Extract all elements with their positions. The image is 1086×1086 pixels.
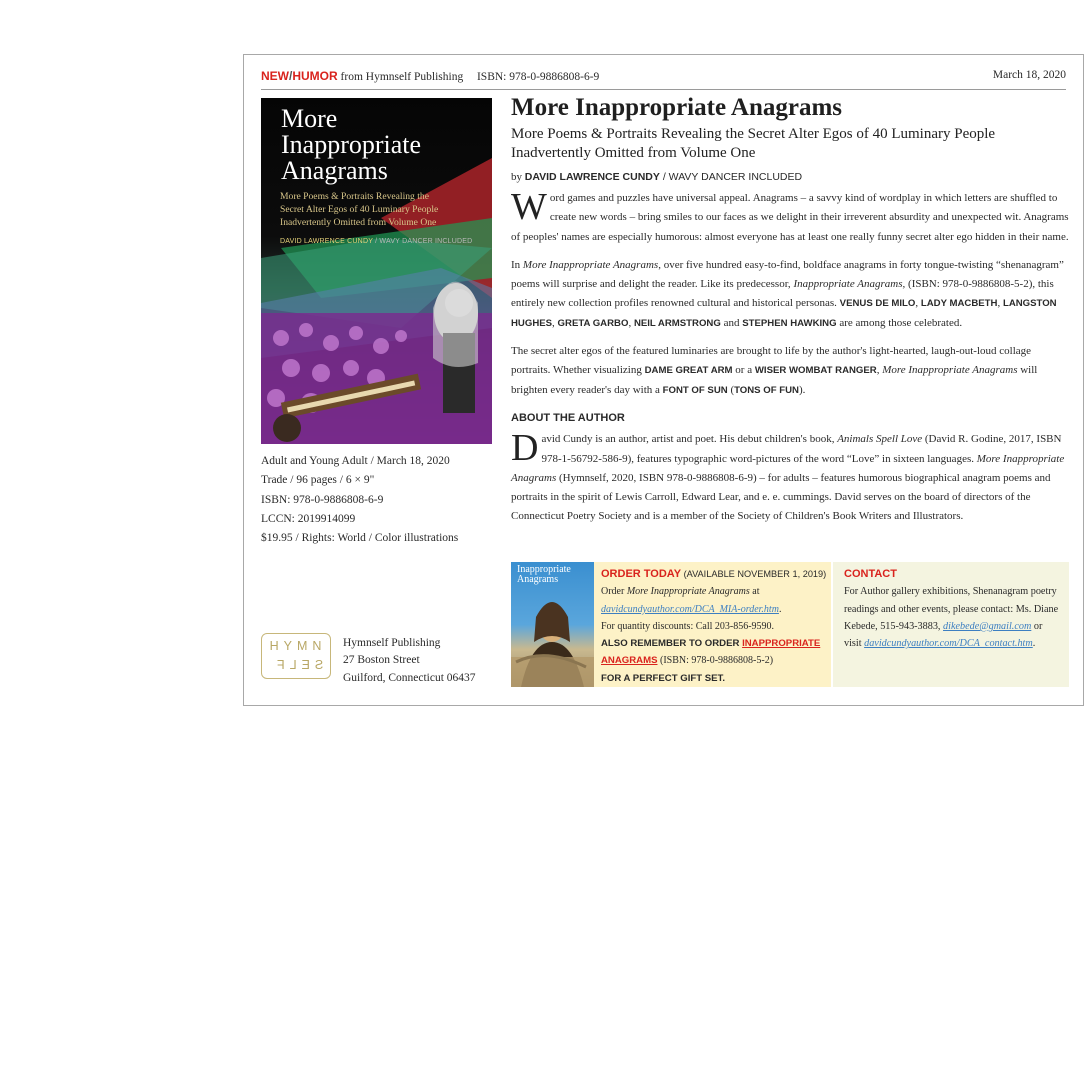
- about-title: More Inappropriate Anagrams: [511, 452, 1065, 484]
- about-b: (David R. Godine, 2017, ISBN 978-1-56792-586-9), features typographic word-pictures of the word “Love” in sixteen languages.: [541, 433, 1062, 465]
- main-content: [511, 93, 1071, 536]
- p2-c: (ISBN: 978-0-9886808-5-2), this entirely new collection profiles renowned cultural and historical personas.: [511, 278, 1054, 310]
- name-hawking: STEPHEN HAWKING: [742, 317, 837, 329]
- comma: ,: [997, 297, 1003, 310]
- thumb-title-1: Inappropriate: [517, 564, 571, 575]
- order-line1-title: More Inappropriate Anagrams: [626, 586, 750, 598]
- cover-author-sep: /: [375, 238, 378, 245]
- order-line1-b: at: [749, 586, 760, 598]
- meta-lccn: LCCN: 2019914099: [261, 512, 356, 525]
- contact-text: [844, 566, 1062, 652]
- publisher-street: 27 Boston Street: [343, 654, 420, 667]
- order-availability: (AVAILABLE NOVEMBER 1, 2019): [683, 569, 827, 579]
- comma: ,: [552, 316, 558, 329]
- comma: ,: [915, 297, 921, 310]
- byline-author: DAVID LAWRENCE CUNDY: [524, 171, 660, 183]
- order-heading: ORDER TODAY: [601, 568, 682, 580]
- book-metadata: [261, 452, 458, 548]
- p1-text: ord games and puzzles have universal appeal. Anagrams – a savvy kind of wordplay in which letters are shuffled to create new words – bring smiles to our faces as we delight in their irreverent absurdity and unexpected wit. Anagrams of peoples' names are especially humorous: almost everyone has at least one really funny secret alter ego hidden in their name.: [511, 192, 1069, 243]
- page-title: More Inappropriate Anagrams: [511, 94, 843, 121]
- cover-title-line-3: Anagrams: [281, 156, 388, 185]
- cover-title-line-2: Inappropriate: [281, 130, 422, 159]
- p2-title: More Inappropriate Anagrams: [522, 258, 659, 271]
- name-tons: TONS OF FUN: [734, 384, 799, 396]
- p3-a: The secret alter egos of the featured luminaries are brought to life by the author's light-hearted, laugh-out-loud collage portraits. Whether visualizing: [511, 345, 1032, 377]
- p3-title: More Inappropriate Anagrams: [882, 364, 1018, 377]
- name-venus: VENUS DE MILO: [839, 298, 916, 310]
- thumb-title-2: Anagrams: [517, 574, 559, 585]
- comma: ,: [628, 316, 634, 329]
- p3-b: ,: [876, 364, 883, 377]
- order-also-link[interactable]: INAPPROPRIATE ANAGRAMS: [601, 638, 821, 667]
- paragraph-1: [511, 186, 1071, 247]
- name-macbeth: LADY MACBETH: [920, 298, 998, 310]
- about-heading: ABOUT THE AUTHOR: [511, 411, 625, 424]
- description: [511, 186, 1071, 527]
- order-also-isbn: (ISBN: 978-0-9886808-5-2): [657, 655, 774, 667]
- p2-b: , over five hundred easy-to-find, boldface anagrams in forty tongue-twisting “shenanagram” poems will surprise and delight the reader. Like its predecessor,: [511, 258, 1064, 291]
- book-cover: [261, 98, 492, 444]
- cover-title-line-1: More: [281, 104, 338, 133]
- order-text: [601, 566, 827, 687]
- cover-title: [281, 106, 421, 184]
- name-wombat: WISER WOMBAT RANGER: [754, 365, 877, 377]
- hymnself-logo: [261, 633, 331, 679]
- contact-body: For Author gallery exhibitions, Shenanagram poetry readings and other events, please contact: Ms. Diane Kebede, 515-943-3883,: [844, 586, 1059, 632]
- header-date: March 18, 2020: [992, 69, 1066, 81]
- tag-separator: /: [289, 69, 293, 83]
- name-dame: DAME GREAT ARM: [644, 365, 733, 377]
- name-garbo: GRETA GARBO: [557, 317, 629, 329]
- byline-sep: /: [659, 171, 669, 183]
- about-c: (Hymnself, 2020, ISBN 978-0-9886808-6-9) – for adults – features humorous biographical anagram poems and portraits in the spirit of Lewis Carroll, Edward Lear, and e. e. cummings. David serves on the board of directors of the Connecticut Poetry Society and is a member of the Society of Children's Book Writers and Illustrators.: [511, 471, 1051, 523]
- meta-isbn: ISBN: 978-0-9886808-6-9: [261, 493, 384, 506]
- sell-sheet: [243, 54, 1084, 706]
- byline-by: by: [511, 171, 522, 183]
- tag-new: NEW: [261, 69, 289, 83]
- order-also: ALSO REMEMBER TO ORDER: [601, 638, 743, 650]
- p3-c: will brighten every reader's day with a: [511, 364, 1038, 396]
- about-drop-cap: D: [511, 427, 539, 470]
- publisher-address: [343, 635, 476, 687]
- meta-price: $19.95 / Rights: World / Color illustrations: [261, 532, 459, 545]
- order-dot: .: [778, 603, 782, 615]
- meta-format: Trade / 96 pages / 6 × 9": [261, 474, 375, 487]
- top-bar: [261, 69, 1066, 90]
- byline: [511, 171, 1071, 183]
- p3-paren: (: [727, 383, 735, 396]
- drop-cap: W: [511, 186, 547, 228]
- cover-author: [280, 238, 472, 245]
- predecessor-cover-thumb: [511, 562, 594, 687]
- p2-d: are among those celebrated.: [836, 316, 963, 329]
- name-armstrong: NEIL ARMSTRONG: [633, 317, 721, 329]
- order-quantity: For quantity discounts: Call 203-856-9590.: [601, 620, 775, 632]
- contact-email-link[interactable]: dikebede@gmail.com: [943, 620, 1032, 632]
- p2-pred: Inappropriate Anagrams,: [793, 278, 906, 291]
- order-line1-a: Order: [601, 586, 627, 598]
- contact-heading: CONTACT: [844, 568, 897, 580]
- order-gift: FOR A PERFECT GIFT SET.: [601, 672, 726, 684]
- thumb-title: [517, 565, 571, 585]
- publisher-name: Hymnself Publishing: [343, 637, 441, 649]
- tag-humor: HUMOR: [292, 69, 338, 83]
- header-isbn: ISBN: 978-0-9886808-6-9: [476, 71, 600, 83]
- about-paragraph: [511, 427, 1071, 526]
- contact-web-link[interactable]: davidcundyauthor.com/DCA_contact.htm: [864, 638, 1033, 650]
- paragraph-3: [511, 342, 1071, 400]
- page-subtitle: More Poems & Portraits Revealing the Secret Alter Egos of 40 Luminary People Inadvertently Omitted from Volume One: [511, 126, 996, 161]
- byline-included: WAVY DANCER INCLUDED: [668, 171, 803, 183]
- cover-author-extra: WAVY DANCER INCLUDED: [379, 238, 473, 245]
- publisher-city: Guilford, Connecticut 06437: [343, 671, 476, 684]
- about-book: Animals Spell Love: [837, 433, 923, 446]
- p3-end: ).: [798, 383, 806, 396]
- p2-a: In: [511, 258, 523, 271]
- logo-bottom: SELF: [272, 658, 324, 672]
- cover-subtitle: More Poems & Portraits Revealing the Secret Alter Egos of 40 Luminary People Inadvertently Omitted from Volume One: [280, 191, 439, 228]
- publisher-from: from Hymnself Publishing: [340, 71, 464, 83]
- header-left: [261, 69, 599, 83]
- name-font: FONT OF SUN: [662, 384, 728, 396]
- cover-author-name: DAVID LAWRENCE CUNDY: [280, 238, 373, 245]
- order-link[interactable]: davidcundyauthor.com/DCA_MIA-order.htm: [601, 603, 779, 615]
- meta-audience: Adult and Young Adult / March 18, 2020: [261, 455, 450, 467]
- paragraph-2: [511, 256, 1071, 333]
- logo-top: HYMN: [269, 639, 327, 653]
- and: and: [720, 316, 743, 329]
- contact-dot: .: [1032, 638, 1036, 650]
- contact-or: or visit: [844, 620, 1043, 650]
- about-a: avid Cundy is an author, artist and poet. His debut children's book,: [541, 433, 838, 446]
- order-box: [511, 562, 831, 687]
- contact-box: [833, 562, 1069, 687]
- p3-or: or a: [732, 364, 755, 377]
- name-hughes: LANGSTON HUGHES: [511, 298, 1057, 329]
